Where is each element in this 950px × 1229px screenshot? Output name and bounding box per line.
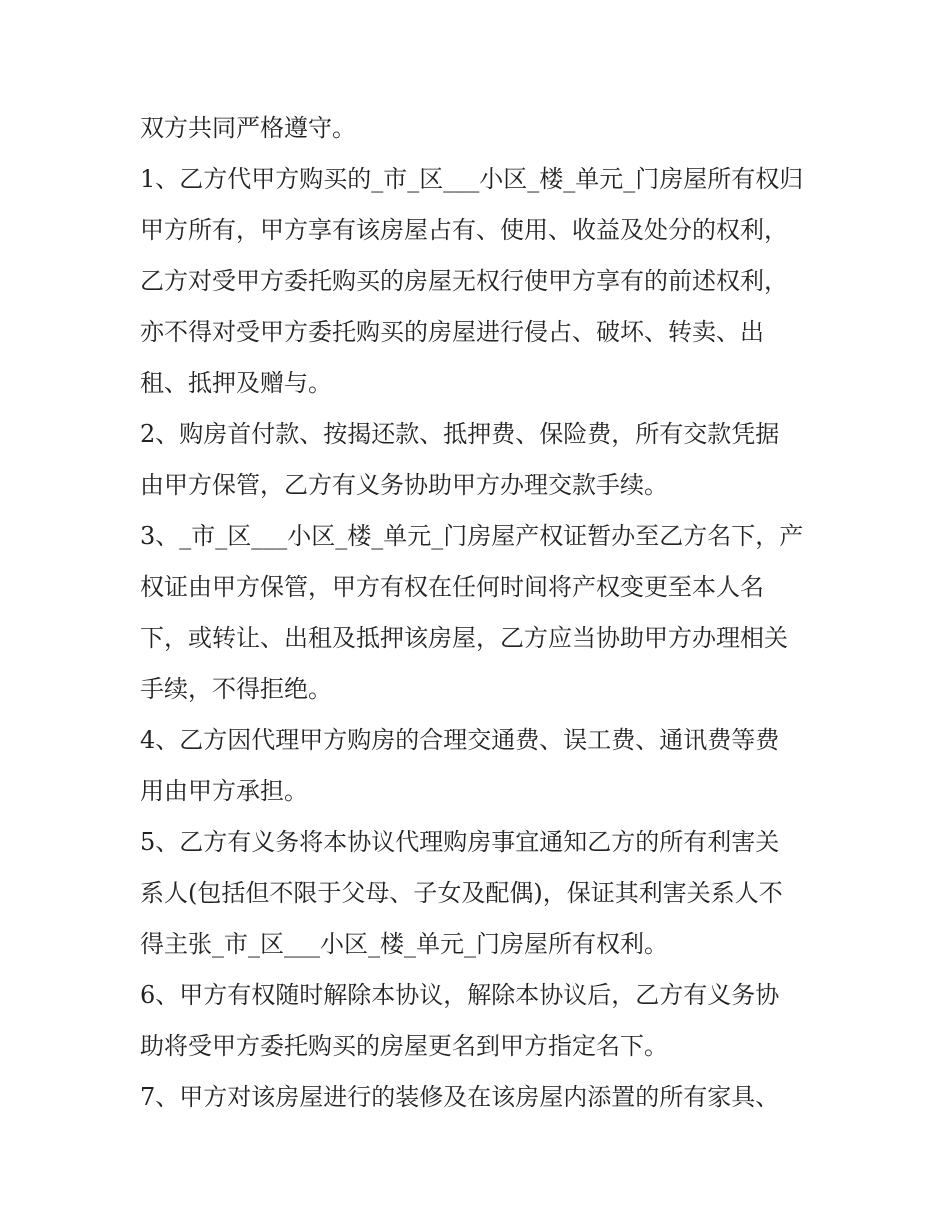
text-line: 权证由甲方保管，甲方有权在任何时间将产权变更至本人名 — [140, 573, 764, 601]
text-line: 2、购房首付款、按揭还款、抵押费、保险费，所有交款凭据 — [140, 420, 780, 448]
text-line: 双方共同严格遵守。 — [140, 114, 356, 142]
text-line: 得主张_市_区___小区_楼_单元_门房屋所有权利。 — [140, 930, 668, 958]
text-line: 3、_市_区___小区_楼_单元_门房屋产权证暂办至乙方名下，产 — [140, 522, 804, 550]
text-line: 亦不得对受甲方委托购买的房屋进行侵占、破坏、转卖、出 — [140, 318, 764, 346]
text-line: 甲方所有，甲方享有该房屋占有、使用、收益及处分的权利， — [140, 216, 788, 244]
text-line: 租、抵押及赠与。 — [140, 369, 332, 397]
text-line: 7、甲方对该房屋进行的装修及在该房屋内添置的所有家具、 — [140, 1083, 780, 1111]
text-line: 手续，不得拒绝。 — [140, 675, 332, 703]
text-line: 乙方对受甲方委托购买的房屋无权行使甲方享有的前述权利， — [140, 267, 788, 295]
text-line: 4、乙方因代理甲方购房的合理交通费、误工费、通讯费等费 — [140, 726, 780, 754]
text-line: 系人(包括但不限于父母、子女及配偶)，保证其利害关系人不 — [140, 879, 783, 907]
text-line: 1、乙方代甲方购买的_市_区___小区_楼_单元_门房屋所有权归 — [140, 165, 804, 193]
text-line: 5、乙方有义务将本协议代理购房事宜通知乙方的所有利害关 — [140, 828, 780, 856]
text-line: 下，或转让、出租及抵押该房屋，乙方应当协助甲方办理相关 — [140, 624, 788, 652]
text-line: 助将受甲方委托购买的房屋更名到甲方指定名下。 — [140, 1032, 668, 1060]
text-line: 6、甲方有权随时解除本协议，解除本协议后，乙方有义务协 — [140, 981, 780, 1009]
text-line: 用由甲方承担。 — [140, 777, 308, 805]
text-line: 由甲方保管，乙方有义务协助甲方办理交款手续。 — [140, 471, 668, 499]
agreement-text — [140, 103, 840, 1123]
